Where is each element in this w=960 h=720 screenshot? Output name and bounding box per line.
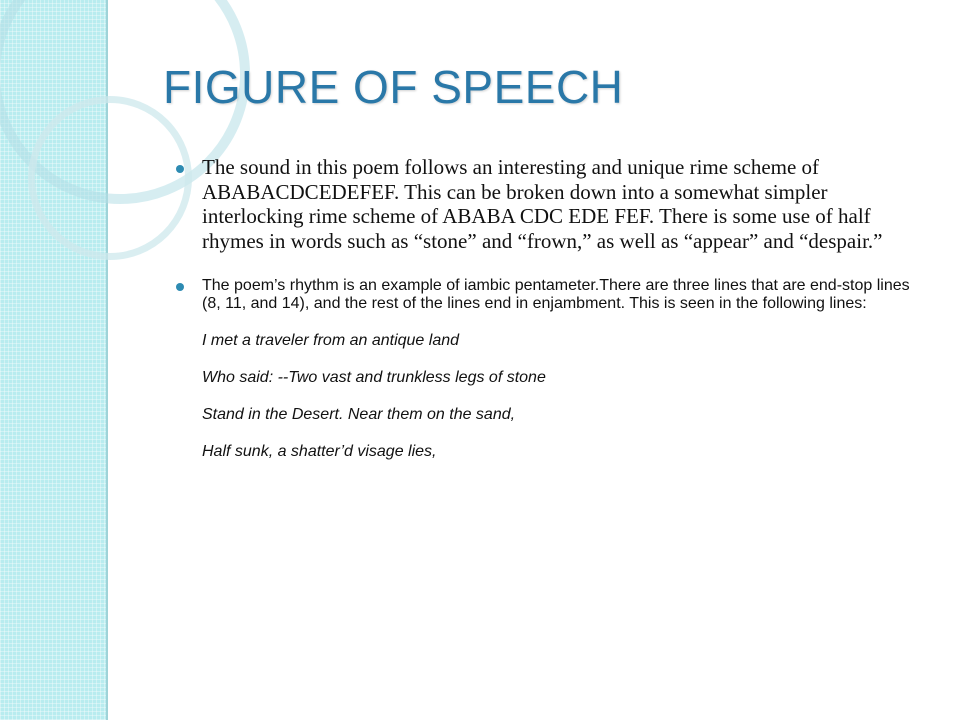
bullet-rhythm: [160, 277, 920, 461]
bullet-rhyme-scheme: [160, 155, 920, 253]
slide-title: FIGURE OF SPEECH: [163, 61, 624, 113]
verse-line: I met a traveler from an antique land: [202, 332, 460, 349]
verse-line: Who said: --Two vast and trunkless legs of stone: [202, 369, 546, 386]
slide-content: [160, 155, 920, 461]
bullet-rhythm-text: The poem’s rhythm is an example of iambic pentameter.There are three lines that are end-stop lines (8, 11, and 14), and the rest of the lines end in enjambment. This is seen in the following lines:: [202, 277, 910, 312]
bullet-dot-icon: [176, 283, 184, 291]
bullet-dot-icon: [176, 165, 184, 173]
verse-line: Stand in the Desert. Near them on the sand,: [202, 406, 516, 423]
verse-line: Half sunk, a shatter’d visage lies,: [202, 443, 437, 460]
bullet-rhyme-scheme-text: The sound in this poem follows an interesting and unique rime scheme of ABABACDCEDEFEF. This can be broken down into a somewhat simpler interlocking rime scheme of ABABA CDC EDE FEF. There is some use of half rhymes in words such as “stone” and “frown,” as well as “appear” and “despair.”: [202, 155, 883, 253]
